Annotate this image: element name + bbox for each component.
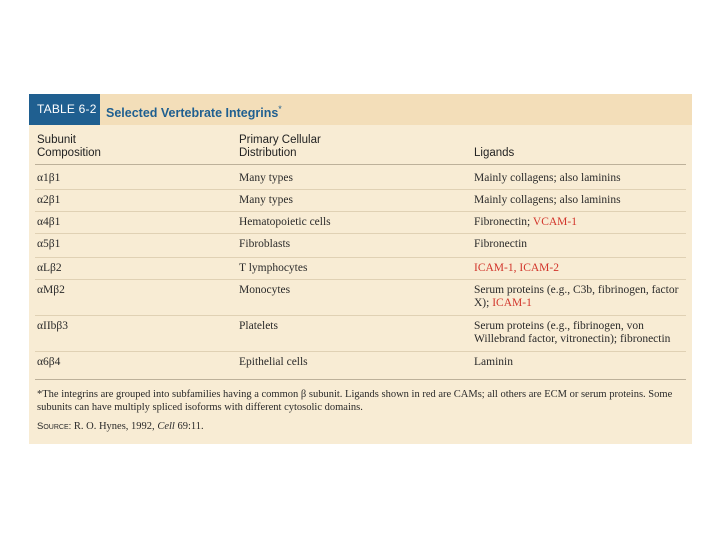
- cell-distribution: T lymphocytes: [239, 262, 308, 274]
- ligands-text: Mainly collagens; also laminins: [474, 172, 621, 184]
- ligands-text: Serum proteins (e.g., fibrinogen, von Willebrand factor, vitronectin); fibronectin: [474, 320, 671, 345]
- row-divider: [35, 233, 686, 234]
- table-title: [106, 94, 282, 125]
- cell-ligands: [474, 194, 688, 207]
- header-distribution: [239, 134, 321, 160]
- row-divider: [35, 279, 686, 280]
- ligands-text: Fibronectin: [474, 238, 528, 250]
- table-number-tag: TABLE 6-2: [29, 94, 100, 125]
- header-distribution-line1: Primary Cellular: [239, 134, 321, 146]
- ligands-cam-text: ICAM-1, ICAM-2: [474, 262, 559, 274]
- footer-divider: [35, 379, 686, 380]
- cell-ligands: [474, 284, 688, 310]
- cell-ligands: [474, 172, 688, 185]
- row-divider: [35, 257, 686, 258]
- ligands-text: Mainly collagens; also laminins: [474, 194, 621, 206]
- cell-distribution: Epithelial cells: [239, 356, 308, 368]
- cell-ligands: [474, 216, 688, 229]
- table-title-text: Selected Vertebrate Integrins: [106, 106, 279, 121]
- cell-distribution: Many types: [239, 172, 293, 184]
- cell-subunit: αMβ2: [37, 284, 65, 296]
- table-source: [37, 420, 204, 433]
- table-title-bar: [29, 94, 692, 125]
- title-footnote-mark: *: [278, 104, 282, 114]
- cell-subunit: α6β4: [37, 356, 61, 368]
- cell-subunit: α4β1: [37, 216, 61, 228]
- header-subunit-line1: Subunit: [37, 134, 77, 146]
- header-distribution-line2: Distribution: [239, 147, 297, 159]
- row-divider: [35, 189, 686, 190]
- row-divider: [35, 351, 686, 352]
- row-divider: [35, 315, 686, 316]
- header-divider: [35, 164, 686, 165]
- cell-distribution: Fibroblasts: [239, 238, 291, 250]
- source-label: Source:: [37, 421, 72, 432]
- cell-subunit: α1β1: [37, 172, 61, 184]
- cell-ligands: [474, 238, 688, 251]
- cell-subunit: α5β1: [37, 238, 61, 250]
- integrin-table: [29, 94, 692, 444]
- source-ref: 69:11.: [177, 421, 204, 432]
- ligands-cam-text: ICAM-1: [492, 297, 532, 309]
- header-ligands: Ligands: [474, 147, 515, 159]
- cell-ligands: [474, 262, 688, 275]
- cell-ligands: [474, 320, 688, 346]
- header-subunit: [37, 134, 101, 160]
- cell-distribution: Monocytes: [239, 284, 291, 296]
- cell-subunit: α2β1: [37, 194, 61, 206]
- ligands-cam-text: VCAM-1: [532, 216, 577, 228]
- cell-distribution: Many types: [239, 194, 293, 206]
- table-footnote: *The integrins are grouped into subfamilies having a common β subunit. Ligands shown in red are CAMs; all others are ECM or serum proteins. Some subunits can have multiply spliced isoforms with different cytosolic domains.: [37, 389, 673, 413]
- cell-ligands: [474, 356, 688, 369]
- cell-distribution: Platelets: [239, 320, 278, 332]
- cell-subunit: αIIbβ3: [37, 320, 69, 332]
- row-divider: [35, 211, 686, 212]
- ligands-text: Laminin: [474, 356, 513, 368]
- cell-distribution: Hematopoietic cells: [239, 216, 331, 228]
- ligands-text: Serum proteins (e.g., C3b, fibrinogen, factor X);: [474, 284, 679, 309]
- source-text: R. O. Hynes, 1992,: [73, 421, 155, 432]
- cell-subunit: αLβ2: [37, 262, 62, 274]
- ligands-text: Fibronectin;: [474, 216, 533, 228]
- header-subunit-line2: Composition: [37, 147, 101, 159]
- source-journal: Cell: [157, 421, 175, 432]
